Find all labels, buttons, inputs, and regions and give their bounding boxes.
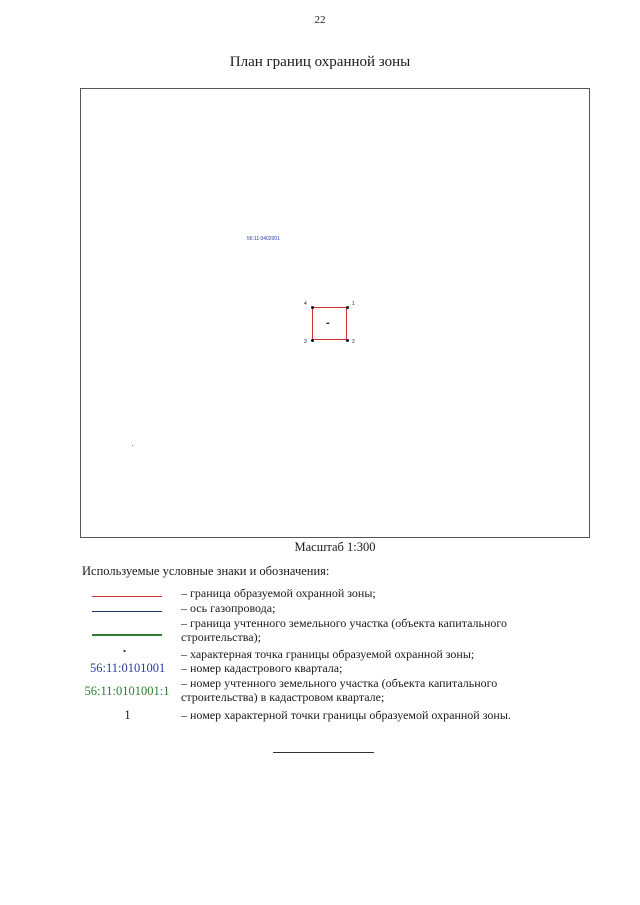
legend-description: – ось газопровода; [181,601,276,615]
legend-symbol-quarter-code: 56:11:0101001 [90,661,166,675]
boundary-point-4 [311,306,314,309]
boundary-point-label-3: 3 [304,339,307,345]
cadastral-quarter-label: 56:11:0402001 [247,236,280,242]
boundary-point-2 [346,339,349,342]
boundary-point-label-1: 1 [352,301,355,307]
legend-description: – номер кадастрового квартала; [181,661,343,675]
legend-description: – характерная точка границы образуемой охранной зоны; [181,647,475,661]
boundary-point-1 [346,306,349,309]
legend-description: – номер учтенного земельного участка (объекта капитального строительства) в кадастровом квартале; [181,676,498,704]
map-frame [80,88,590,538]
bottom-rule [273,752,374,753]
legend-heading: Используемые условные знаки и обозначения: [82,564,330,578]
scale-label: Масштаб 1:300 [294,540,376,554]
zone-center-mark: - [326,317,330,329]
legend-description: – граница учтенного земельного участка (объекта капитального строительства); [181,616,508,644]
legend-description: – номер характерной точки границы образуемой охранной зоны. [181,708,511,722]
boundary-point-label-2: 2 [352,339,355,345]
page-number: 22 [314,14,326,26]
page-title: План границ охранной зоны [229,54,411,70]
legend-symbol-point-number: 1 [124,708,131,722]
map-speck [132,445,133,446]
boundary-point-label-4: 4 [304,301,307,307]
boundary-point-3 [311,339,314,342]
legend-description: – граница образуемой охранной зоны; [181,586,376,600]
